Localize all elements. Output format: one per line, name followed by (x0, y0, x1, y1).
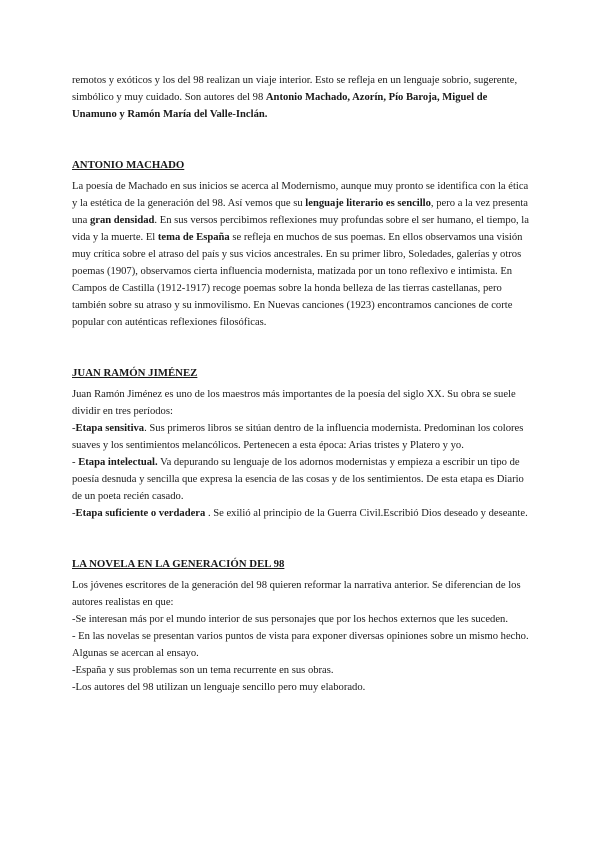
novela-heading: LA NOVELA EN LA GENERACIÓN DEL 98 (72, 558, 285, 570)
intro-text: remotos y exóticos y los del 98 realizan un viaje interior. Esto se refleja en un lenguaje sobrio, sugerente, simbólico y muy cuidado. Son autores del 98 (72, 75, 518, 103)
document-page (72, 72, 532, 696)
list-item: - En las novelas se presentan varios puntos de vista para exponer diversas opiniones sobre un mismo hecho. Algunas se acercan al ensayo. (72, 631, 529, 659)
machado-text-2: , pero a la vez presenta una (72, 198, 528, 226)
machado-bold-3: tema de España (157, 232, 230, 243)
machado-bold-1: lenguaje literario es sencillo (305, 198, 431, 209)
period-2-dash: - (72, 457, 79, 468)
list-item: -Se interesan más por el mundo interior de sus personajes que por los hechos externos que les suceden. (72, 614, 508, 625)
machado-text-3: . En sus versos percibimos reflexiones muy profundas sobre el ser humano, el tiempo, la vida y la muerte. El (72, 215, 529, 243)
machado-text-1: La poesía de Machado en sus inicios se acerca al Modernismo, aunque muy pronto se identifica con la ética y la estética de la generación del 98. Así vemos que su (72, 181, 529, 209)
list-item: -España y sus problemas son un tema recurrente en sus obras. (72, 665, 334, 676)
period-3-text: . Se exilió al principio de la Guerra Civil.Escribió Dios deseado y deseante. (205, 508, 528, 519)
machado-text-4: se refleja en muchos de sus poemas. En ellos observamos una visión muy crítica sobre el atraso del país y sus vicios ancestrales. En su primer libro, Soledades, galerías y otros poemas (1907), observamos cierta influencia modernista, matizada por un tono reflexivo e intimista. En Campos de Castilla (1912-1917) recoge poemas sobre la honda belleza de las tierras castellanas, pero también sobre su atraso y su inmovilismo. En Nuevas canciones (1923) encontramos canciones de corte popular con auténticas reflexiones filosóficas. (72, 232, 523, 328)
period-1-text: . Sus primeros libros se sitúan dentro de la influencia modernista. Predominan los colores suaves y los sentimientos melancólicos. Pertenecen a esta época: Arias tristes y Platero y yo. (72, 423, 524, 451)
jimenez-period-1 (72, 420, 532, 454)
machado-bold-2: gran densidad (89, 215, 155, 226)
machado-heading: ANTONIO MACHADO (72, 159, 185, 171)
section-jimenez (72, 365, 532, 522)
period-3-dash: - (72, 508, 76, 519)
intro-authors: Antonio Machado, Azorín, Pío Baroja, Miguel de Unamuno y Ramón María del Valle-Inclán. (72, 92, 488, 120)
section-novela (72, 556, 532, 696)
period-2-text: Va depurando su lenguaje de los adornos modernistas y empieza a escribir un tipo de poesía desnuda y sencilla que expresa la esencia de las cosas y de los sentimientos. De esta etapa es Diario de un poeta recién casado. (72, 457, 524, 502)
period-2-title: Etapa intelectual. (78, 457, 158, 468)
period-1-title: Etapa sensitiva (75, 423, 145, 434)
jimenez-period-2 (72, 454, 532, 505)
period-1-dash: - (72, 423, 76, 434)
machado-paragraph (72, 178, 532, 331)
period-3-title: Etapa suficiente o verdadera (75, 508, 206, 519)
list-item: -Los autores del 98 utilizan un lenguaje sencillo pero muy elaborado. (72, 682, 366, 693)
novela-intro: Los jóvenes escritores de la generación del 98 quieren reformar la narrativa anterior. Se diferencian de los autores realistas en que: (72, 580, 521, 608)
jimenez-period-3 (72, 505, 532, 522)
jimenez-intro: Juan Ramón Jiménez es uno de los maestros más importantes de la poesía del siglo XX. Su obra se suele dividir en tres períodos: (72, 389, 516, 417)
jimenez-heading: JUAN RAMÓN JIMÉNEZ (72, 367, 198, 379)
section-machado (72, 157, 532, 331)
intro-paragraph (72, 72, 532, 123)
